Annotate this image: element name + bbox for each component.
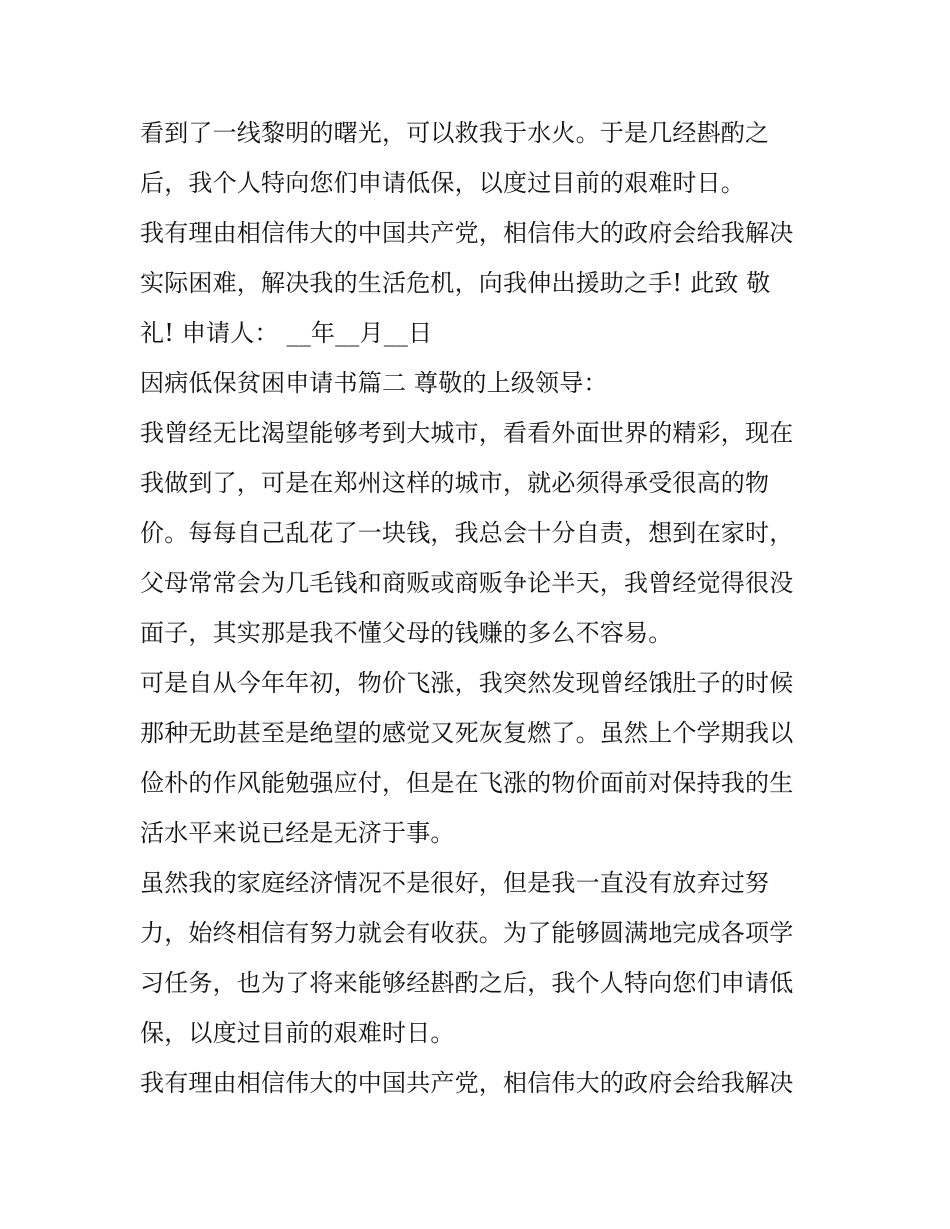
text-line: 可是自从今年年初，物价飞涨，我突然发现曾经饿肚子的时候	[140, 669, 794, 697]
text-line: 我曾经无比渴望能够考到大城市，看看外面世界的精彩，现在	[140, 419, 794, 447]
text-line: 习任务，也为了将来能够经斟酌之后，我个人特向您们申请低	[140, 969, 794, 997]
text-line: 价。每每自己乱花了一块钱，我总会十分自责，想到在家时，	[140, 519, 794, 547]
text-line: 俭朴的作风能勉强应付，但是在飞涨的物价面前对保持我的生	[140, 769, 794, 797]
text-line: 父母常常会为几毛钱和商贩或商贩争论半天，我曾经觉得很没	[140, 569, 794, 597]
section-heading: 因病低保贫困申请书篇二 尊敬的上级领导：	[140, 369, 608, 397]
text-line: 面子，其实那是我不懂父母的钱赚的多么不容易。	[140, 619, 673, 647]
text-line: 我有理由相信伟大的中国共产党，相信伟大的政府会给我解决	[140, 219, 794, 247]
text-line: 虽然我的家庭经济情况不是很好，但是我一直没有放弃过努	[140, 869, 770, 897]
text-line: 那种无助甚至是绝望的感觉又死灰复燃了。虽然上个学期我以	[140, 719, 794, 747]
text-line: 保，以度过目前的艰难时日。	[140, 1019, 455, 1047]
text-line: 我有理由相信伟大的中国共产党，相信伟大的政府会给我解决	[140, 1069, 794, 1097]
text-line: 礼! 申请人： __年__月__日	[140, 319, 433, 347]
document-body	[140, 108, 820, 1108]
text-line: 活水平来说已经是无济于事。	[140, 819, 455, 847]
text-line: 实际困难，解决我的生活危机，向我伸出援助之手! 此致 敬	[140, 269, 771, 297]
text-line: 我做到了，可是在郑州这样的城市，就必须得承受很高的物	[140, 469, 770, 497]
text-line: 后，我个人特向您们申请低保，以度过目前的艰难时日。	[140, 169, 745, 197]
text-line: 看到了一线黎明的曙光，可以救我于水火。于是几经斟酌之	[140, 119, 770, 147]
text-line: 力，始终相信有努力就会有收获。为了能够圆满地完成各项学	[140, 919, 794, 947]
